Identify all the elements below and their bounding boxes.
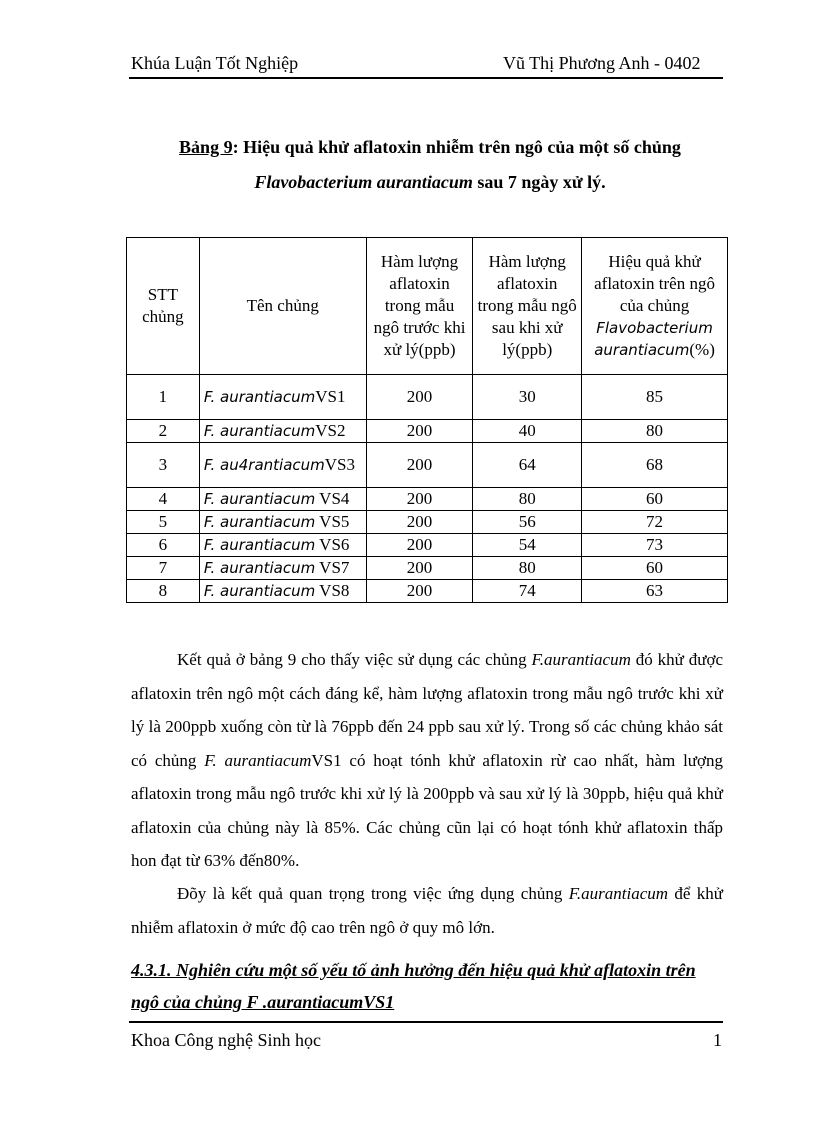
cell-efficiency: 85 — [582, 375, 728, 420]
header-strain-name: Tên chủng — [199, 238, 366, 375]
strain-code: VS4 — [315, 489, 350, 508]
paragraph-results — [131, 643, 723, 878]
header-rule — [129, 77, 723, 79]
strain-species: F. au4rantiacum — [203, 456, 325, 474]
table-row — [127, 375, 728, 420]
para1-text-c: VS1 có hoạt tónh khử aflatoxin rừ cao nhất, hàm lượng aflatoxin trong mẫu ngô trước khi xử lý là 200ppb và sau xử lý là 30ppb, hiệu quả khử aflatoxin của chủng này là 85%. Các chủng cũn lại có hoạt tónh khử aflatoxin thấp hon đạt từ 63% đến80%. — [131, 750, 724, 870]
table-row — [127, 511, 728, 534]
para1-species-b: F. aurantiacum — [204, 750, 312, 770]
strain-species: F. aurantiacum — [203, 422, 316, 440]
cell-stt: 1 — [127, 375, 200, 420]
cell-stt: 6 — [127, 534, 200, 557]
cell-efficiency: 60 — [582, 488, 728, 511]
para1-species-a: F.aurantiacum — [531, 650, 631, 669]
cell-strain — [199, 580, 366, 603]
cell-after: 56 — [473, 511, 582, 534]
header-efficiency-prefix: Hiệu quả khử aflatoxin trên ngô của chủng — [594, 252, 715, 315]
strain-species: F. aurantiacum — [203, 582, 316, 600]
cell-stt: 8 — [127, 580, 200, 603]
section-subheading: 4.3.1. Nghiên cứu một số yếu tố ảnh hưởng đến hiệu quả khử aflatoxin trên ngô của chủng F .aurantiacumVS1 — [131, 960, 696, 1012]
header-efficiency-species: Flavobacterium aurantiacum — [594, 319, 713, 359]
strain-code: VS2 — [315, 421, 346, 440]
cell-after: 74 — [473, 580, 582, 603]
cell-efficiency: 73 — [582, 534, 728, 557]
cell-strain — [199, 420, 366, 443]
cell-before: 200 — [366, 534, 473, 557]
cell-stt: 2 — [127, 420, 200, 443]
strain-species: F. aurantiacum — [203, 513, 316, 531]
table-row — [127, 443, 728, 488]
header-left: Khúa Luận Tốt Nghiệp — [131, 53, 299, 73]
table-row — [127, 420, 728, 443]
table-header-row — [127, 238, 728, 375]
cell-after: 80 — [473, 488, 582, 511]
cell-efficiency: 63 — [582, 580, 728, 603]
table-caption-line2 — [120, 172, 740, 193]
cell-strain — [199, 511, 366, 534]
cell-stt: 7 — [127, 557, 200, 580]
cell-stt: 5 — [127, 511, 200, 534]
table-title-species: Flavobacterium aurantiacum — [254, 172, 473, 192]
header-right: Vũ Thị Phương Anh - 0402 — [503, 53, 701, 73]
footer-left: Khoa Công nghệ Sinh học — [131, 1030, 321, 1050]
cell-before: 200 — [366, 488, 473, 511]
cell-before: 200 — [366, 443, 473, 488]
cell-efficiency: 60 — [582, 557, 728, 580]
para1-text-b: đó khử được aflatoxin trên ngô một cách đáng kể, hàm lượng aflatoxin trong mẫu ngô trước khi xử lý là 200ppb xuống còn từ là 76ppb đến 24 ppb sau xử lý. Trong số các chủng khảo sát có chủng — [131, 650, 723, 770]
cell-after: 54 — [473, 534, 582, 557]
cell-strain — [199, 443, 366, 488]
cell-efficiency: 68 — [582, 443, 728, 488]
header-efficiency — [582, 238, 728, 375]
strain-code: VS7 — [315, 558, 350, 577]
para2-species: F.aurantiacum — [568, 884, 669, 903]
header-stt: STT chủng — [127, 238, 200, 375]
cell-after: 64 — [473, 443, 582, 488]
cell-stt: 4 — [127, 488, 200, 511]
table-title: : Hiệu quả khử aflatoxin nhiễm trên ngô của một số chủng — [232, 137, 681, 157]
strain-code: VS3 — [324, 455, 356, 474]
footer-rule — [129, 1021, 723, 1023]
strain-code: VS8 — [315, 581, 350, 600]
cell-before: 200 — [366, 511, 473, 534]
para2-text-b: để khử nhiễm aflatoxin ở mức độ cao trên ngô ở quy mô lớn. — [131, 884, 723, 937]
strain-species: F. aurantiacum — [203, 388, 316, 406]
strain-code: VS1 — [315, 387, 346, 406]
cell-strain — [199, 557, 366, 580]
cell-efficiency: 72 — [582, 511, 728, 534]
strain-species: F. aurantiacum — [203, 559, 316, 577]
paragraph-conclusion — [131, 877, 723, 944]
strain-code: VS5 — [315, 512, 350, 531]
header-after: Hàm lượng aflatoxin trong mẫu ngô sau khi xử lý(ppb) — [473, 238, 582, 375]
cell-before: 200 — [366, 420, 473, 443]
cell-strain — [199, 534, 366, 557]
table-row — [127, 534, 728, 557]
strain-code: VS6 — [315, 535, 350, 554]
cell-before: 200 — [366, 580, 473, 603]
cell-strain — [199, 375, 366, 420]
cell-stt: 3 — [127, 443, 200, 488]
table-title-tail: sau 7 ngày xử lý. — [472, 172, 606, 192]
cell-after: 40 — [473, 420, 582, 443]
cell-before: 200 — [366, 557, 473, 580]
table-row — [127, 557, 728, 580]
page-number: 1 — [713, 1030, 722, 1050]
table-row — [127, 488, 728, 511]
strain-species: F. aurantiacum — [203, 490, 316, 508]
header-before: Hàm lượng aflatoxin trong mẫu ngô trước khi xử lý(ppb) — [366, 238, 473, 375]
data-table — [126, 237, 728, 603]
table-row — [127, 580, 728, 603]
cell-strain — [199, 488, 366, 511]
table-label: Bảng 9 — [179, 137, 233, 157]
table-caption-line1 — [120, 137, 740, 158]
cell-efficiency: 80 — [582, 420, 728, 443]
cell-after: 80 — [473, 557, 582, 580]
para2-text-a: Đõy là kết quả quan trọng trong việc ứng dụng chủng — [177, 884, 569, 903]
strain-species: F. aurantiacum — [203, 536, 316, 554]
para1-text-a: Kết quả ở bảng 9 cho thấy việc sử dụng các chủng — [177, 650, 532, 669]
header-efficiency-suffix: (%) — [689, 340, 715, 359]
cell-after: 30 — [473, 375, 582, 420]
cell-before: 200 — [366, 375, 473, 420]
